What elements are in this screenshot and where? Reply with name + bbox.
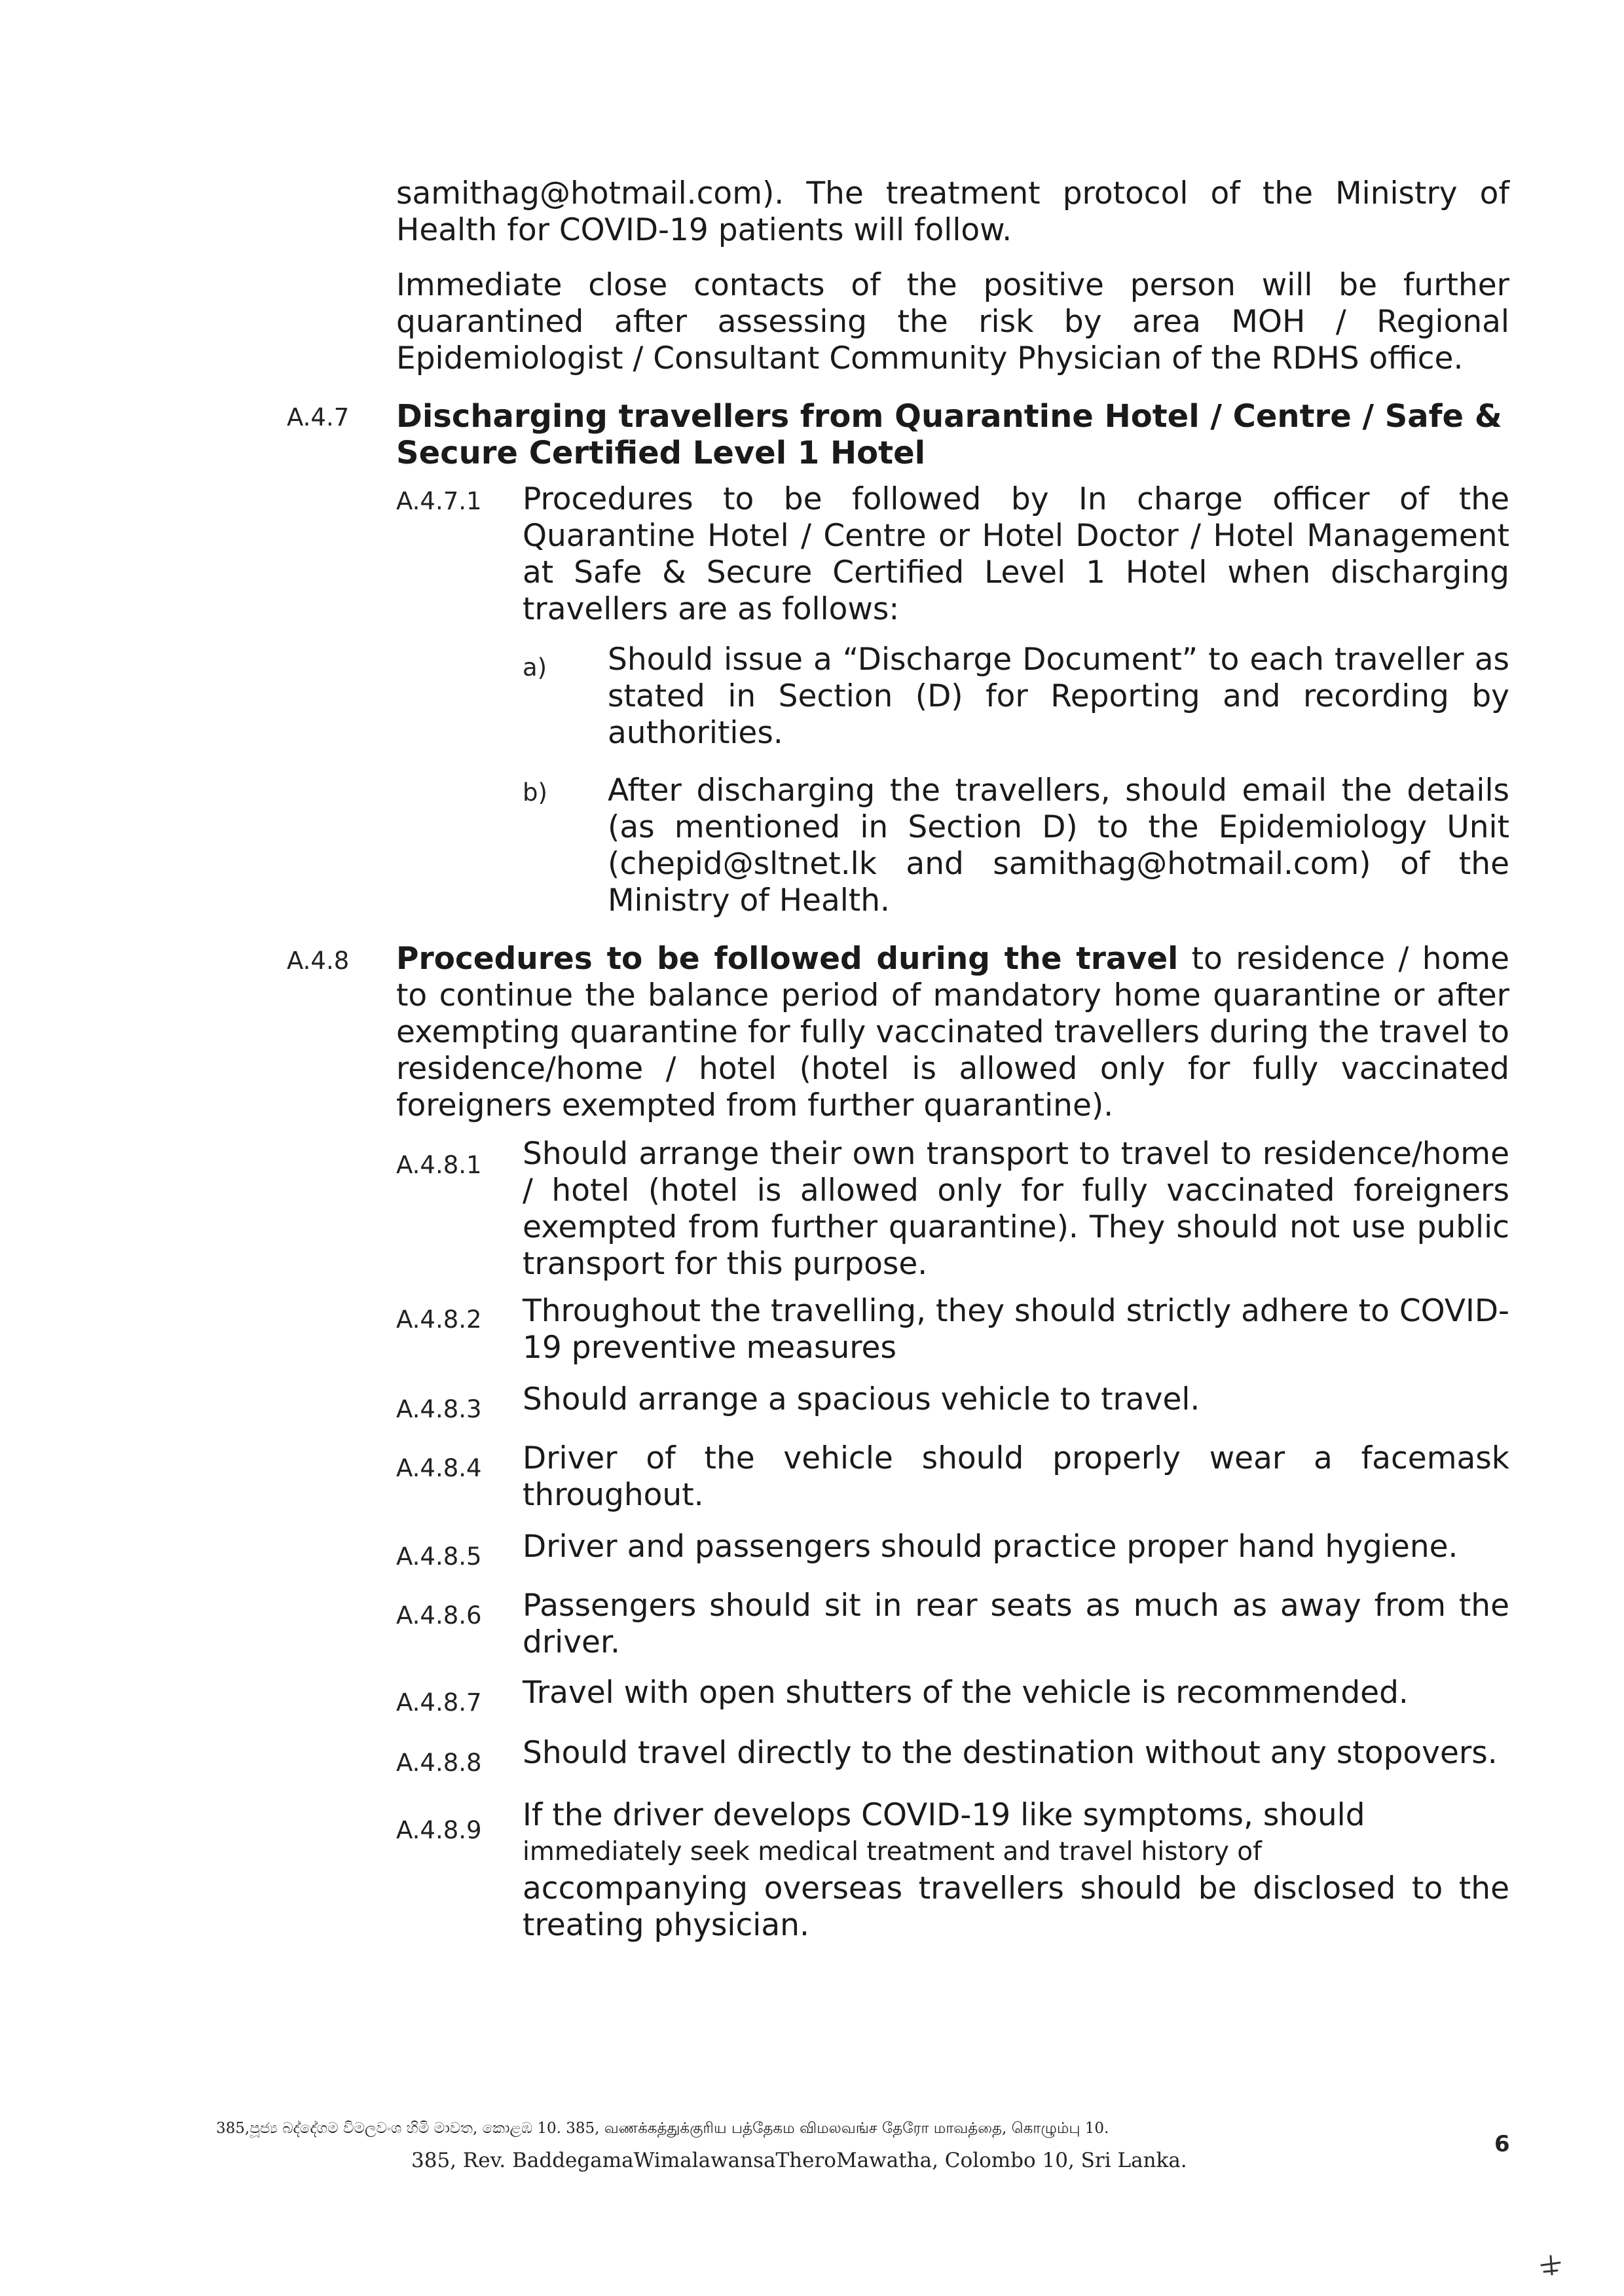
subsection-text-a489 bbox=[523, 1797, 1509, 1944]
item-text-a: Should issue a “Discharge Document” to each traveller as stated in Section (D) for Reporting and recording by authorities. bbox=[608, 642, 1509, 751]
subsection-code-a488: A.4.8.8 bbox=[396, 1749, 482, 1777]
intro-paragraph-2: Immediate close contacts of the positive person will be further quarantined after assessing the risk by area MOH / Regional Epidemiologist / Consultant Community Physician of the RDHS office. bbox=[396, 267, 1509, 376]
subsection-text-a488: Should travel directly to the destination without any stopovers. bbox=[523, 1735, 1498, 1771]
item-label-a: a) bbox=[523, 653, 547, 682]
item-label-b: b) bbox=[523, 778, 547, 807]
section-text-a48 bbox=[396, 941, 1509, 1124]
subsection-code-a482: A.4.8.2 bbox=[396, 1305, 482, 1334]
footer-address-english: 385, Rev. BaddegamaWimalawansaTheroMawatha, Colombo 10, Sri Lanka. bbox=[411, 2149, 1187, 2172]
subsection-code-a489: A.4.8.9 bbox=[396, 1816, 482, 1844]
subsection-text-a487: Travel with open shutters of the vehicle is recommended. bbox=[523, 1675, 1409, 1711]
subsection-text-a485: Driver and passengers should practice proper hand hygiene. bbox=[523, 1529, 1458, 1565]
intro-paragraph-1: samithag@hotmail.com). The treatment protocol of the Ministry of Health for COVID-19 patients will follow. bbox=[396, 175, 1509, 248]
subsection-code-a486: A.4.8.6 bbox=[396, 1601, 482, 1630]
handwritten-mark-icon bbox=[1538, 2252, 1565, 2280]
subsection-code-a484: A.4.8.4 bbox=[396, 1454, 482, 1482]
section-title-a48-rest: to residence / home to continue the balance period of mandatory home quarantine or after exempting quarantine for fully vaccinated travellers during the travel to residence/home / hotel (hotel is allowed only for fully vaccinated foreigners exempted from further quarantine). bbox=[396, 941, 1509, 1123]
subsection-code-a487: A.4.8.7 bbox=[396, 1688, 482, 1717]
subsection-code-a481: A.4.8.1 bbox=[396, 1151, 482, 1179]
footer-address-local: 385,පූජ්‍ය බද්දේගම විමලවංශ හිමි මාවත, කොළඹ 10. 385, வணக்கத்துக்குரிய பத்தேகம விமலவங்ச தேரோ மாவத்தை, கொழும்பு 10. bbox=[216, 2120, 1109, 2137]
subsection-code-a485: A.4.8.5 bbox=[396, 1542, 482, 1571]
section-code-a47: A.4.7 bbox=[287, 403, 350, 431]
subsection-code-a471: A.4.7.1 bbox=[396, 487, 482, 515]
item-text-b: After discharging the travellers, should email the details (as mentioned in Section D) to the Epidemiology Unit (chepid@sltnet.lk and samithag@hotmail.com) of the Ministry of Health. bbox=[608, 773, 1509, 919]
section-code-a48: A.4.8 bbox=[287, 947, 350, 975]
subsection-text-a483: Should arrange a spacious vehicle to travel. bbox=[523, 1381, 1200, 1417]
page-number: 6 bbox=[1494, 2131, 1510, 2157]
subsection-text-a489-line1: If the driver develops COVID-19 like symptoms, should bbox=[523, 1797, 1365, 1833]
subsection-text-a481: Should arrange their own transport to travel to residence/home / hotel (hotel is allowed only for fully vaccinated foreigners exempted from further quarantine). They should not use public transport for this purpose. bbox=[523, 1136, 1509, 1282]
section-title-a48: Procedures to be followed during the travel bbox=[396, 941, 1179, 977]
subsection-text-a482: Throughout the travelling, they should strictly adhere to COVID-19 preventive measures bbox=[523, 1293, 1509, 1366]
subsection-text-a489-rest: accompanying overseas travellers should be disclosed to the treating physician. bbox=[523, 1870, 1509, 1943]
subsection-text-a484: Driver of the vehicle should properly wear a facemask throughout. bbox=[523, 1440, 1509, 1513]
subsection-text-a471: Procedures to be followed by In charge officer of the Quarantine Hotel / Centre or Hotel Doctor / Hotel Management at Safe & Secure Certified Level 1 Hotel when discharging travellers are as follows: bbox=[523, 481, 1509, 627]
subsection-code-a483: A.4.8.3 bbox=[396, 1395, 482, 1423]
section-title-a47: Discharging travellers from Quarantine Hotel / Centre / Safe & Secure Certified Level 1 Hotel bbox=[396, 398, 1502, 471]
subsection-text-a489-line2: immediately seek medical treatment and travel history of bbox=[523, 1837, 1262, 1867]
subsection-text-a486: Passengers should sit in rear seats as much as away from the driver. bbox=[523, 1588, 1509, 1660]
